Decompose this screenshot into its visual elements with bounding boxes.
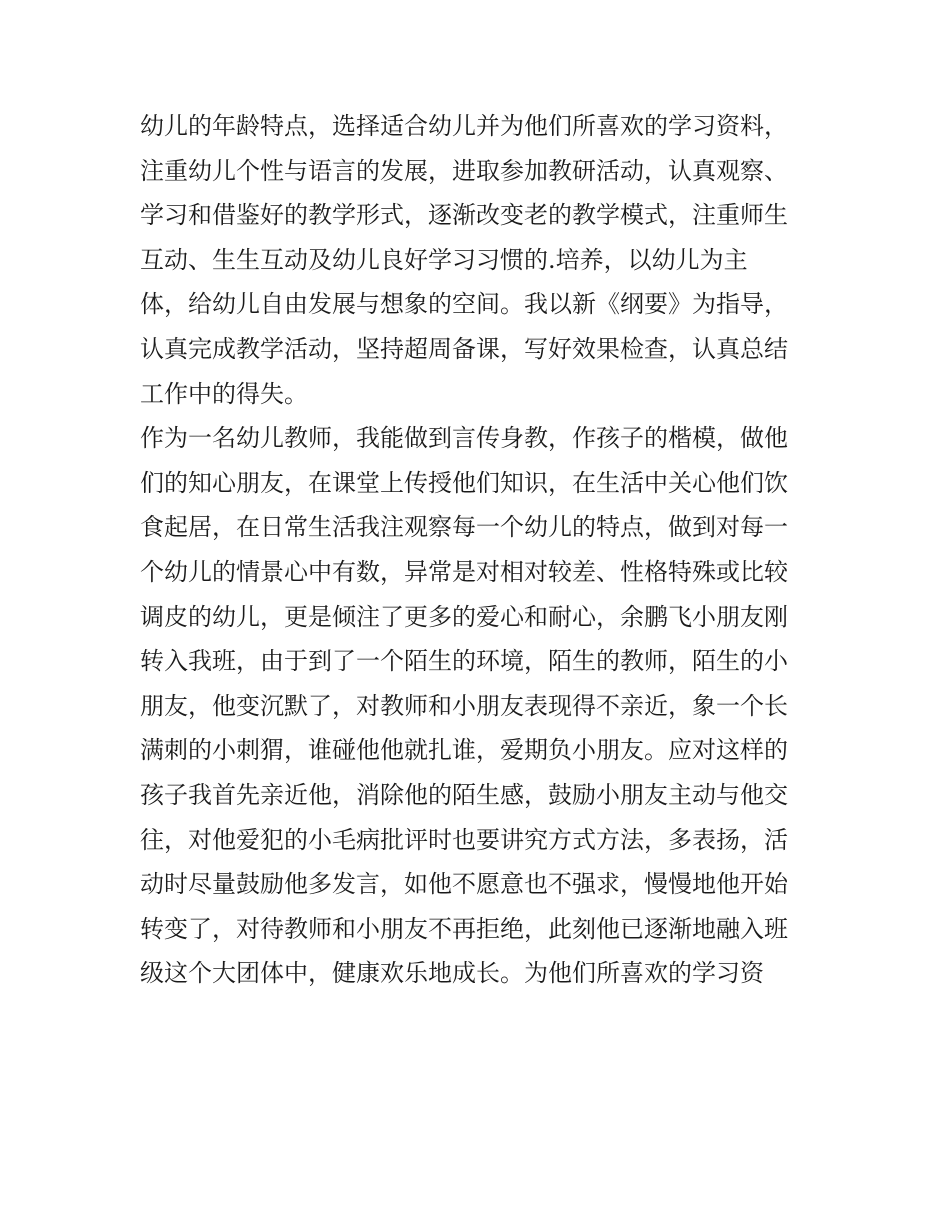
text-line: 学习和借鉴好的教学形式，逐渐改变老的教学模式，注重师生 xyxy=(140,201,788,230)
text-line: 幼儿的年龄特点，选择适合幼儿并为他们所喜欢的学习资料， xyxy=(140,112,788,140)
text-line: 满刺的小刺猬，谁碰他他就扎谁，爱期负小朋友。应对这样的 xyxy=(140,736,788,765)
text-line: 往，对他爱犯的小毛病批评时也要讲究方式方法，多表扬，活 xyxy=(140,825,788,854)
text-line: 体，给幼儿自由发展与想象的空间。我以新《纲要》为指导， xyxy=(140,290,788,319)
text-line: 朋友，他变沉默了，对教师和小朋友表现得不亲近，象一个长 xyxy=(140,691,788,720)
text-line: 互动、生生互动及幼儿良好学习习惯的.培养，以幼儿为主 xyxy=(140,245,748,274)
text-line: 食起居，在日常生活我注观察每一个幼儿的特点，做到对每一 xyxy=(140,513,788,542)
text-line: 调皮的幼儿，更是倾注了更多的爱心和耐心，余鹏飞小朋友刚 xyxy=(140,602,788,631)
text-line: 个幼儿的情景心中有数，异常是对相对较差、性格特殊或比较 xyxy=(140,557,788,586)
text-line: 认真完成教学活动，坚持超周备课，写好效果检查，认真总结 xyxy=(140,334,788,363)
text-line: 动时尽量鼓励他多发言，如他不愿意也不强求，慢慢地他开始 xyxy=(140,870,788,899)
text-line: 注重幼儿个性与语言的发展，进取参加教研活动，认真观察、 xyxy=(140,156,788,185)
text-line: 工作中的得失。 xyxy=(140,379,308,408)
body-text xyxy=(140,104,820,996)
text-line: 作为一名幼儿教师，我能做到言传身教，作孩子的楷模，做他 xyxy=(140,424,788,453)
text-line: 级这个大团体中，健康欢乐地成长。为他们所喜欢的学习资 xyxy=(140,959,764,988)
text-line: 孩子我首先亲近他，消除他的陌生感，鼓励小朋友主动与他交 xyxy=(140,780,788,809)
text-line: 转入我班，由于到了一个陌生的环境，陌生的教师，陌生的小 xyxy=(140,647,788,676)
text-line: 们的知心朋友，在课堂上传授他们知识，在生活中关心他们饮 xyxy=(140,468,788,497)
text-line: 转变了，对待教师和小朋友不再拒绝，此刻他已逐渐地融入班 xyxy=(140,914,788,943)
